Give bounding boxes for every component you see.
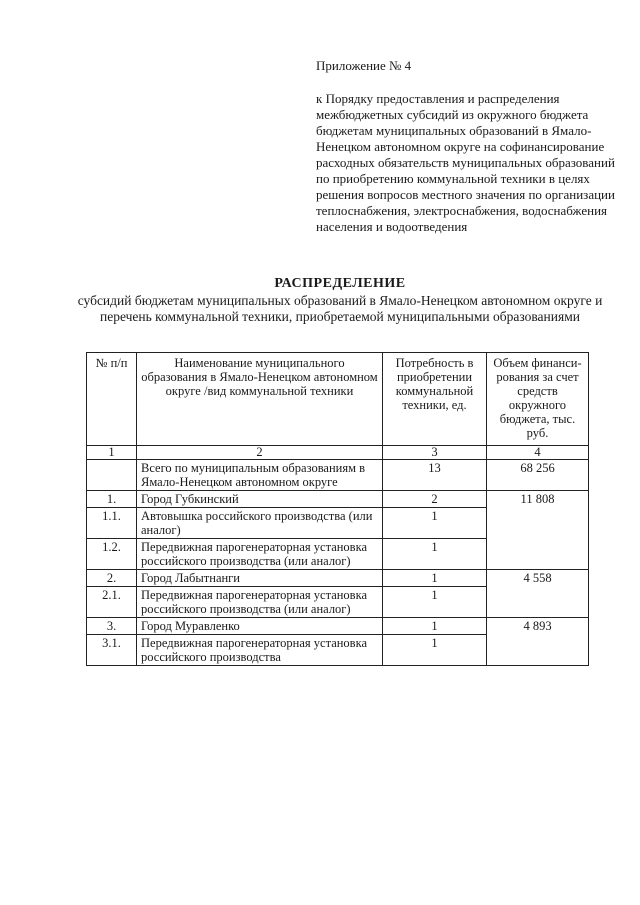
row-num: 3. xyxy=(87,618,137,635)
row-volume: 11 808 xyxy=(487,491,589,570)
appendix-block xyxy=(316,58,616,235)
row-qty: 1 xyxy=(383,539,487,570)
row-name: Передвижная парогенераторная установка российского производства xyxy=(137,635,383,666)
row-name: Автовышка российского производства (или аналог) xyxy=(137,508,383,539)
table-header-row xyxy=(87,353,589,446)
index-cell: 1 xyxy=(87,446,137,460)
table-row xyxy=(87,491,589,508)
row-name: Передвижная парогенераторная установка российского производства (или аналог) xyxy=(137,587,383,618)
header-need: Потребность в приобретении коммунальной техники, ед. xyxy=(383,353,487,446)
row-num: 1. xyxy=(87,491,137,508)
row-volume: 4 893 xyxy=(487,618,589,666)
row-qty: 1 xyxy=(383,570,487,587)
table-row xyxy=(87,570,589,587)
row-num: 3.1. xyxy=(87,635,137,666)
heading-title: РАСПРЕДЕЛЕНИЕ xyxy=(274,276,406,291)
document-heading xyxy=(60,276,620,325)
total-volume: 68 256 xyxy=(487,460,589,491)
total-num xyxy=(87,460,137,491)
index-cell: 4 xyxy=(487,446,589,460)
row-num: 2. xyxy=(87,570,137,587)
row-qty: 1 xyxy=(383,635,487,666)
row-qty: 2 xyxy=(383,491,487,508)
row-qty: 1 xyxy=(383,587,487,618)
total-qty: 13 xyxy=(383,460,487,491)
heading-subtitle: субсидий бюджетам муниципальных образований в Ямало-Ненецком автономном округе и перечень коммунальной техники, приобретаемой муниципальными образованиями xyxy=(77,293,603,324)
table-row xyxy=(87,618,589,635)
header-volume: Объем финанси-рования за счет средств окружного бюджета, тыс. руб. xyxy=(487,353,589,446)
appendix-title: Приложение № 4 xyxy=(316,58,412,73)
row-qty: 1 xyxy=(383,618,487,635)
row-volume: 4 558 xyxy=(487,570,589,618)
row-num: 1.2. xyxy=(87,539,137,570)
total-label: Всего по муниципальным образованиям в Ямало-Ненецком автономном округе xyxy=(137,460,383,491)
appendix-text: к Порядку предоставления и распределения межбюджетных субсидий из окружного бюджета бюджетам муниципальных образований в Ямало-Ненецком автономном округе на софинансирование расходных обязательств муниципальных образований по приобретению коммунальной техники в целях решения вопросов местного значения по организации теплоснабжения, электроснабжения, водоснабжения населения и водоотведения xyxy=(316,91,615,234)
distribution-table xyxy=(86,352,589,666)
column-index-row xyxy=(87,446,589,460)
total-row xyxy=(87,460,589,491)
index-cell: 3 xyxy=(383,446,487,460)
row-num: 1.1. xyxy=(87,508,137,539)
header-name: Наименование муниципального образования в Ямало-Ненецком автономном округе /вид коммунальной техники xyxy=(137,353,383,446)
index-cell: 2 xyxy=(137,446,383,460)
row-name: Город Губкинский xyxy=(137,491,383,508)
row-num: 2.1. xyxy=(87,587,137,618)
row-name: Город Муравленко xyxy=(137,618,383,635)
row-qty: 1 xyxy=(383,508,487,539)
row-name: Передвижная парогенераторная установка российского производства (или аналог) xyxy=(137,539,383,570)
header-num: № п/п xyxy=(87,353,137,446)
row-name: Город Лабытнанги xyxy=(137,570,383,587)
